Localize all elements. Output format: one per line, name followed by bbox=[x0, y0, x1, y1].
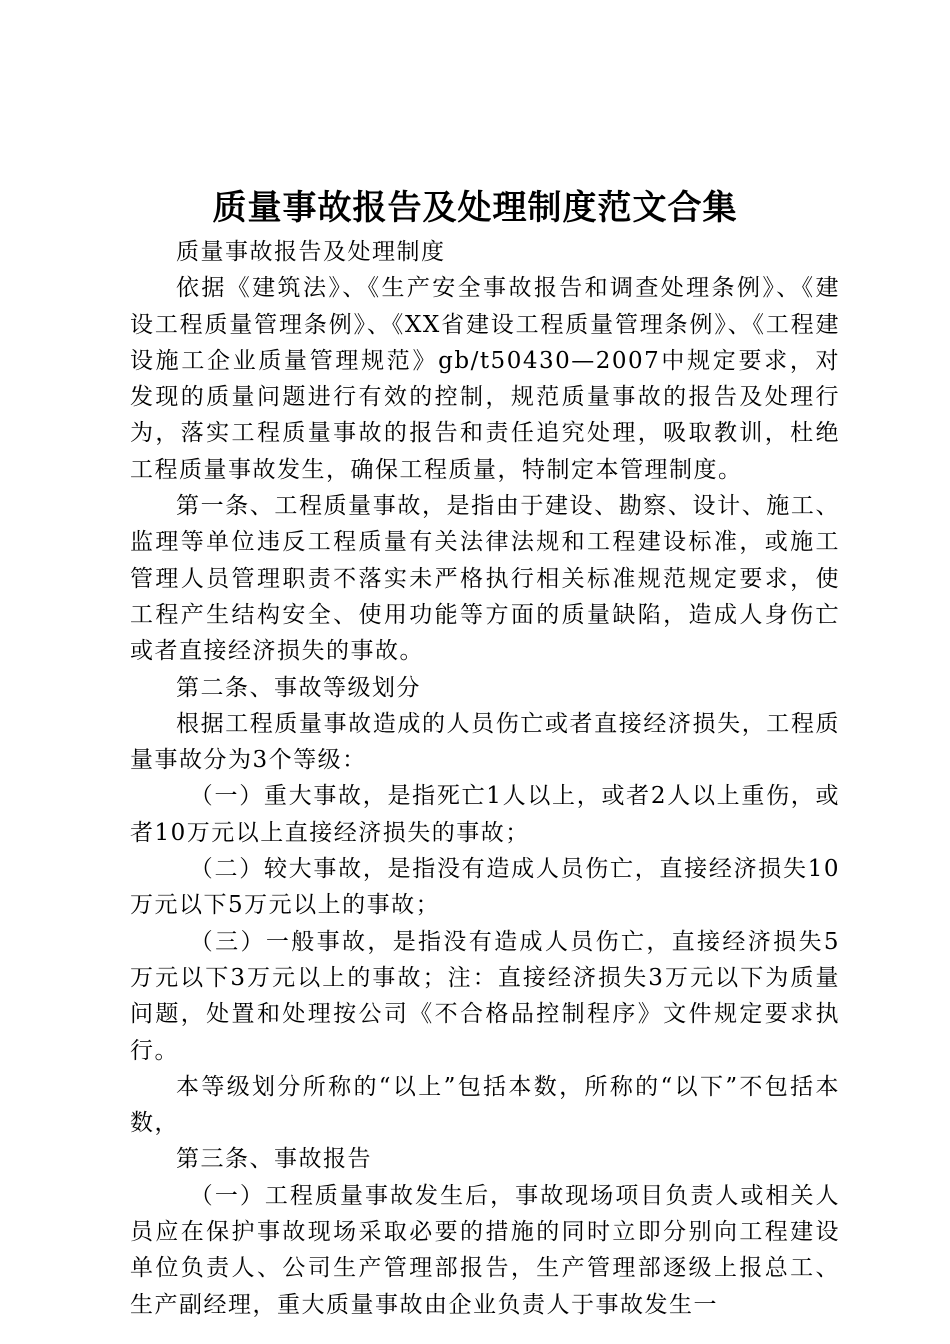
document-body bbox=[130, 234, 840, 1323]
document-title: 质量事故报告及处理制度范文合集 bbox=[212, 188, 738, 228]
paragraph-grade-note: 本等级划分所称的“以上”包括本数，所称的“以下”不包括本数， bbox=[130, 1073, 840, 1137]
paragraph-article-1: 第一条、工程质量事故，是指由于建设、勘察、设计、施工、监理等单位违反工程质量有关法律法规和工程建设标准，或施工管理人员管理职责不落实未严格执行相关标准规范规定要求，使工程产生结构安全、使用功能等方面的质量缺陷，造成人身伤亡或者直接经济损失的事故。 bbox=[130, 493, 840, 665]
paragraph-basis: 依据《建筑法》、《生产安全事故报告和调查处理条例》、《建设工程质量管理条例》、《XX省建设工程质量管理条例》、《工程建设施工企业质量管理规范》gb/t50430—2007中规定要求，对发现的质量问题进行有效的控制，规范质量事故的报告及处理行为，落实工程质量事故的报告和责任追究处理，吸取教训，杜绝工程质量事故发生，确保工程质量，特制定本管理制度。 bbox=[130, 275, 840, 483]
paragraph-grade-intro: 根据工程质量事故造成的人员伤亡或者直接经济损失，工程质量事故分为3个等级： bbox=[130, 710, 840, 774]
paragraph-report-1: （一）工程质量事故发生后，事故现场项目负责人或相关人员应在保护事故现场采取必要的措施的同时立即分别向工程建设单位负责人、公司生产管理部报告，生产管理部逐级上报总工、生产副经理，重大质量事故由企业负责人于事故发生一 bbox=[130, 1182, 840, 1318]
paragraph-article-3-heading: 第三条、事故报告 bbox=[176, 1146, 372, 1173]
section-heading: 质量事故报告及处理制度 bbox=[176, 239, 446, 265]
paragraph-grade-major: （一）重大事故，是指死亡1人以上，或者2人以上重伤，或者10万元以上直接经济损失的事故； bbox=[130, 783, 840, 846]
paragraph-article-2-heading: 第二条、事故等级划分 bbox=[176, 674, 421, 701]
paragraph-grade-larger: （二）较大事故，是指没有造成人员伤亡，直接经济损失10万元以下5万元以上的事故； bbox=[130, 856, 840, 919]
paragraph-grade-general: （三）一般事故，是指没有造成人员伤亡，直接经济损失5万元以下3万元以上的事故；注：直接经济损失3万元以下为质量问题，处置和处理按公司《不合格品控制程序》文件规定要求执行。 bbox=[130, 928, 840, 1064]
